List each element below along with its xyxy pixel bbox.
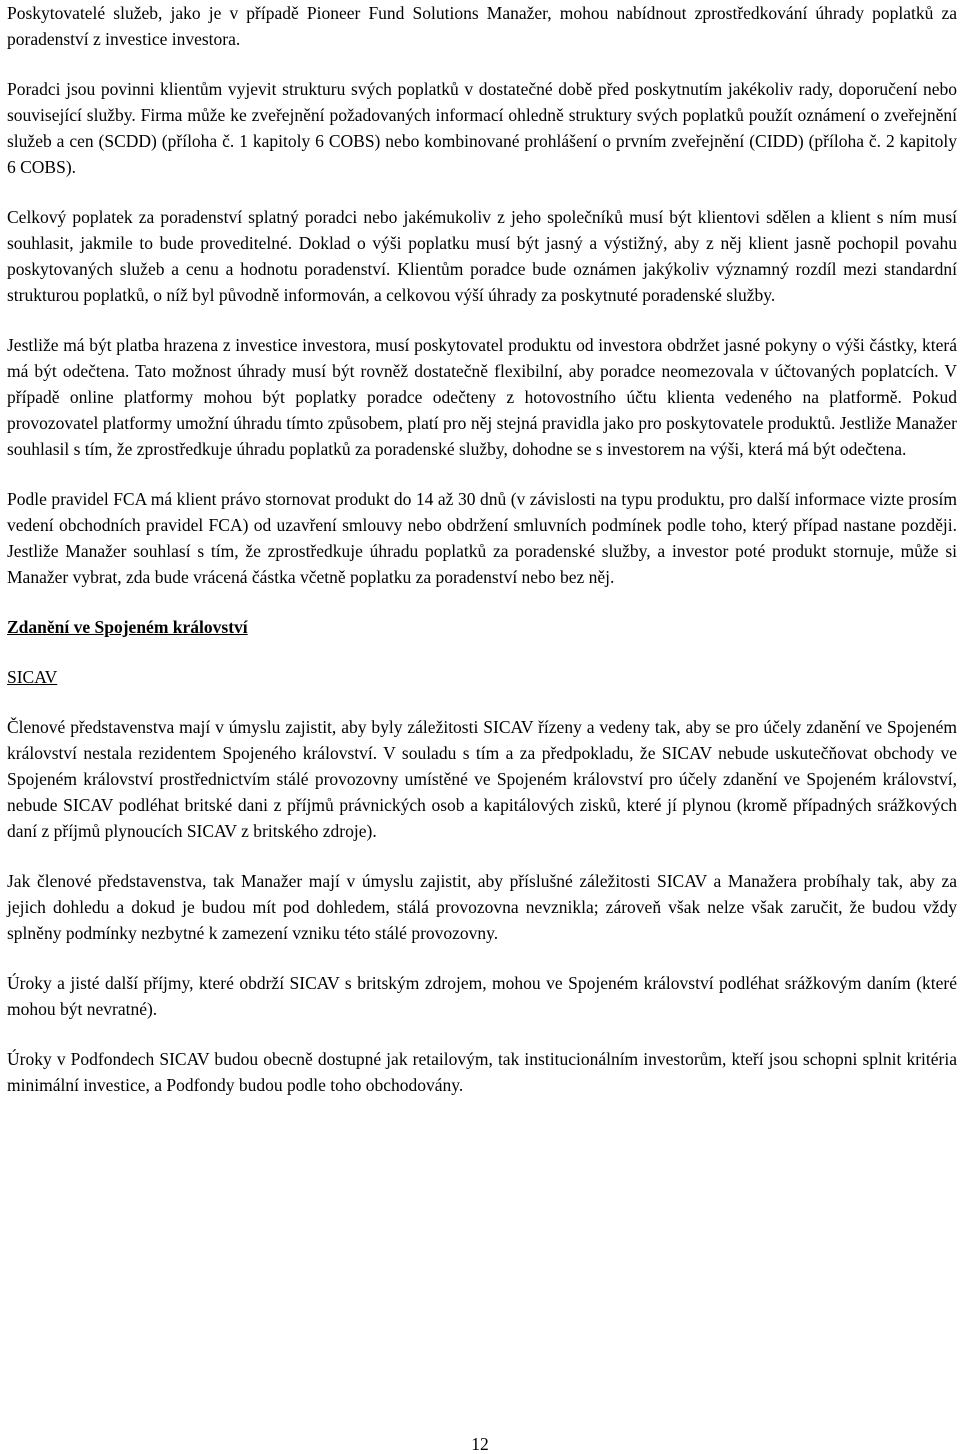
paragraph-advice-fee-facilitation: Poskytovatelé služeb, jako je v případě Pioneer Fund Solutions Manažer, mohou nabídnout zprostředkování úhrady poplatků za poradenství z investice investora. <box>7 3 957 49</box>
page-number: 12 <box>471 1434 489 1454</box>
document-page <box>7 0 957 1122</box>
subheading-sicav: SICAV <box>7 667 58 687</box>
paragraph-payment-from-investment: Jestliže má být platba hrazena z investice investora, musí poskytovatel produktu od investora obdržet jasné pokyny o výši částky, která má být odečtena. Tato možnost úhrady musí být rovněž dostatečně flexibilní, aby poradce neomezovala v účtovaných poplatcích. V případě online platformy mohou být poplatky poradce odečteny z hotovostního účtu klienta vedeného na platformě. Pokud provozovatel platformy umožní úhradu tímto způsobem, platí pro něj stejná pravidla jako pro poskytovatele produktů. Jestliže Manažer souhlasil s tím, že zprostředkuje úhradu poplatků za poradenské služby, dohodne se s investorem na výši, která má být odečtena. <box>7 335 957 459</box>
paragraph-subfund-availability: Úroky v Podfondech SICAV budou obecně dostupné jak retailovým, tak institucionálním investorům, kteří jsou schopni splnit kritéria minimální investice, a Podfondy budou podle toho obchodovány. <box>7 1049 957 1095</box>
paragraph-sicav-residency: Členové představenstva mají v úmyslu zajistit, aby byly záležitosti SICAV řízeny a vedeny tak, aby se pro účely zdanění ve Spojeném království nestala rezidentem Spojeného království. V souladu s tím a za předpokladu, že SICAV nebude uskutečňovat obchody ve Spojeném království prostřednictvím stálé provozovny umístěné ve Spojeném království pro účely zdanění ve Spojeném království, nebude SICAV podléhat britské dani z příjmů právnických osob a kapitálových zisků, které jí plynou (kromě případných srážkových daní z příjmů plynoucích SICAV z britského zdroje). <box>7 717 957 841</box>
section-heading-uk-taxation: Zdanění ve Spojeném království <box>7 617 248 637</box>
paragraph-permanent-establishment: Jak členové představenstva, tak Manažer mají v úmyslu zajistit, aby příslušné záležitosti SICAV a Manažera probíhaly tak, aby za jejich dohledu a dokud je budou mít pod dohledem, stálá provozovna nevznikla; zároveň však nelze však zaručit, že budou vždy splněny podmínky nezbytné k zamezení vzniku této stálé provozovny. <box>7 871 957 943</box>
paragraph-cancellation-rights: Podle pravidel FCA má klient právo stornovat produkt do 14 až 30 dnů (v závislosti na typu produktu, pro další informace vizte prosím vedení obchodních pravidel FCA) od uzavření smlouvy nebo obdržení smluvních podmínek podle toho, který případ nastane později. Jestliže Manažer souhlasí s tím, že zprostředkuje úhradu poplatků za poradenské služby, a investor poté produkt stornuje, může si Manažer vybrat, zda bude vrácená částka včetně poplatku za poradenství nebo bez něj. <box>7 489 957 587</box>
paragraph-withholding-taxes: Úroky a jisté další příjmy, které obdrží SICAV s britským zdrojem, mohou ve Spojeném království podléhat srážkovým daním (které mohou být nevratné). <box>7 973 957 1019</box>
paragraph-fee-disclosure: Poradci jsou povinni klientům vyjevit strukturu svých poplatků v dostatečné době před poskytnutím jakékoliv rady, doporučení nebo související služby. Firma může ke zveřejnění požadovaných informací ohledně struktury svých poplatků použít oznámení o zveřejnění služeb a cen (SCDD) (příloha č. 1 kapitoly 6 COBS) nebo kombinované prohlášení o prvním zveřejnění (CIDD) (příloha č. 2 kapitoly 6 COBS). <box>7 79 957 177</box>
paragraph-total-fee: Celkový poplatek za poradenství splatný poradci nebo jakémukoliv z jeho společníků musí být klientovi sdělen a klient s ním musí souhlasit, jakmile to bude proveditelné. Doklad o výši poplatku musí být jasný a výstižný, aby z něj klient jasně pochopil povahu poskytovaných služeb a cenu a hodnotu poradenství. Klientům poradce bude oznámen jakýkoliv významný rozdíl mezi standardní strukturou poplatků, o níž byl původně informován, a celkovou výší úhrady za poskytnuté poradenské služby. <box>7 207 957 305</box>
